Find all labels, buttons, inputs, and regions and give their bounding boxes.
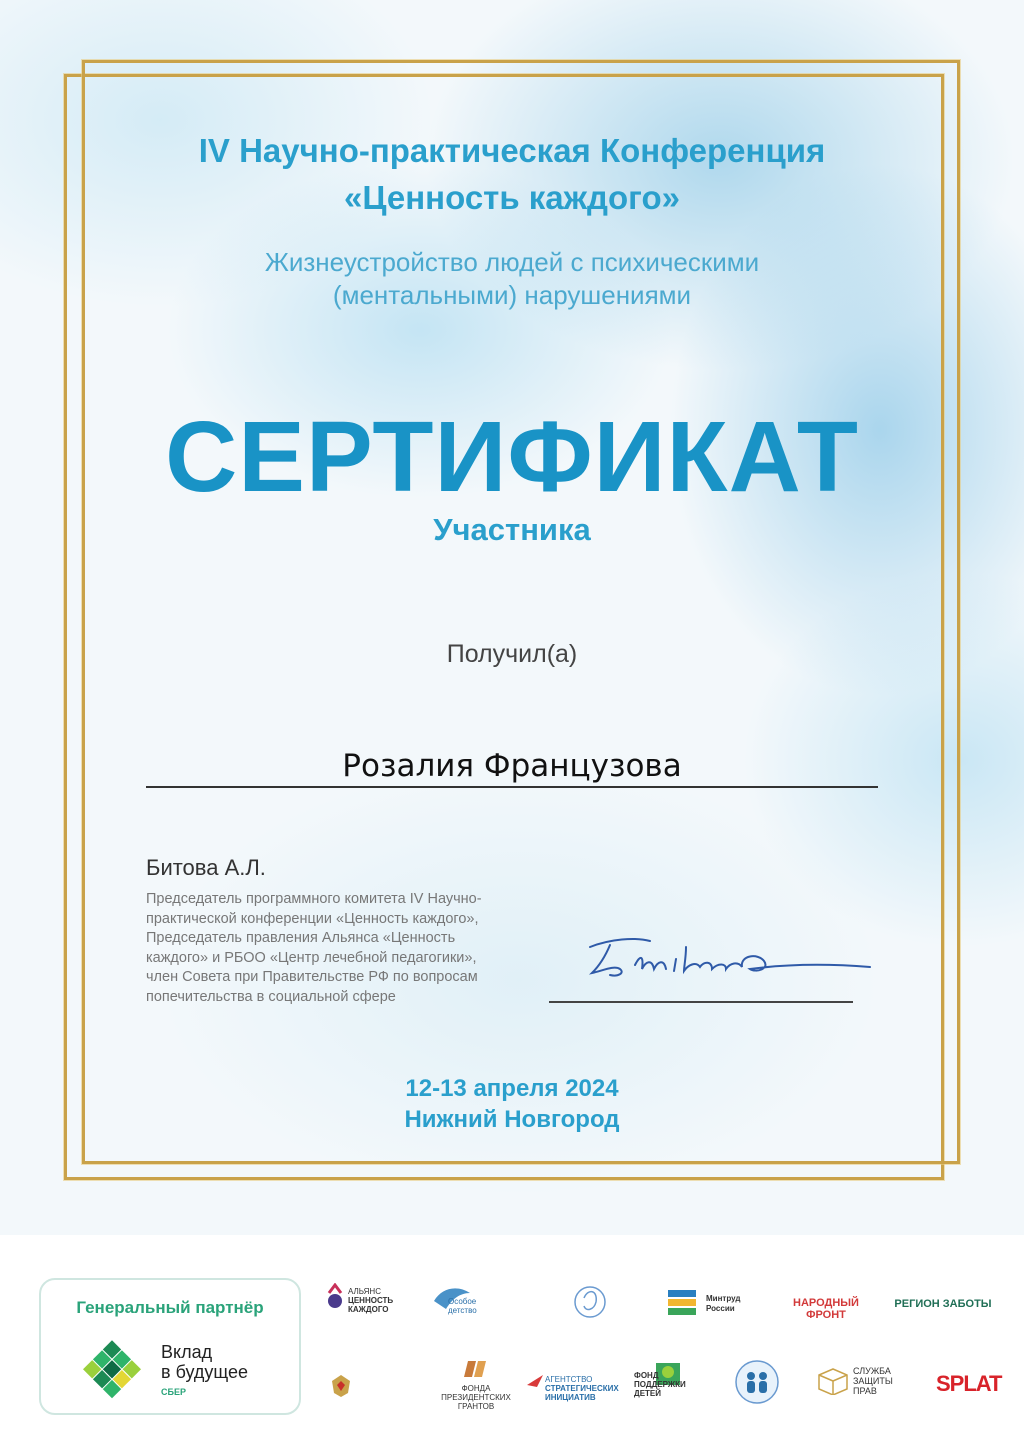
conference-name: «Ценность каждого»: [344, 179, 680, 216]
partner-brand: СБЕР: [161, 1387, 186, 1397]
signer-role: [146, 890, 536, 1007]
conference-title: IV Научно-практическая Конференция: [198, 132, 826, 169]
event-city: Нижний Новгород: [404, 1106, 620, 1133]
signer-role-line: Председатель программного комитета IV Научно-: [146, 891, 482, 907]
conference-subtitle-line-2: (ментальными) нарушениями: [332, 280, 692, 310]
signer-role-line: член Совета при Правительстве РФ по вопросам: [146, 969, 478, 985]
partner-title: Генеральный партнёр: [76, 1298, 264, 1317]
people-circle-icon: [734, 1359, 780, 1405]
received-label: Получил(а): [446, 640, 578, 668]
handwritten-signature: [580, 925, 880, 995]
thistle-icon: [326, 1283, 344, 1313]
partner-name-line-1: Вклад: [161, 1342, 213, 1362]
coat-of-arms-icon: [330, 1373, 352, 1399]
narodny-front-logo: НАРОДНЫЙ ФРОНТ: [793, 1297, 859, 1321]
sber-diamond-logo: [77, 1340, 147, 1400]
osoboe-detstvo-logo: Особое детство: [432, 1283, 522, 1323]
conference-subtitle-line-1: Жизнеустройство людей с психическими: [264, 247, 760, 277]
general-partner-card: [39, 1278, 301, 1415]
mintrud-icon: [668, 1290, 698, 1318]
region-zaboty-logo: РЕГИОН ЗАБОТЫ: [894, 1298, 992, 1310]
arrow-icon: [527, 1373, 543, 1387]
signature-line: [549, 1001, 853, 1003]
partner-name-line-2: в будущее: [161, 1362, 249, 1382]
signer-role-line: попечительства в социальной сфере: [146, 988, 396, 1005]
mintrud-logo: Минтруд России: [668, 1290, 758, 1320]
event-date: 12-13 апреля 2024: [405, 1075, 619, 1102]
recipient-name: Розалия Французова: [342, 748, 682, 784]
box-icon: [817, 1367, 849, 1395]
certificate-heading: СЕРТИФИКАТ: [165, 401, 859, 513]
partners-footer: Генеральный партнёр Вклад в будущее СБЕР АЛЬЯНС ЦЕННОСТЬ КАЖДОГО Особое детство Минтруд России НАРОДНЫЙ ФРОНТ РЕГИОН ЗАБОТЫ ФОНДА ПРЕЗИДЕНТСКИХ ГРАНТОВ АГЕНТСТВО СТРАТЕГИЧЕСКИХ ИНИЦИАТИВ ФОНД ПОДДЕРЖКИ ДЕТЕЙ СЛУЖБА ЗАЩИТЫ ПРАВ SPLAT: [0, 1235, 1024, 1450]
signer-role-line: Председатель правления Альянса «Ценность: [146, 930, 456, 946]
signer-name: Битова А.Л.: [146, 855, 266, 880]
grants-icon: [464, 1359, 488, 1379]
splat-logo: SPLAT: [936, 1371, 1002, 1396]
portrait-emblem-icon: [570, 1280, 610, 1330]
recipient-underline: [146, 786, 878, 788]
signer-role-line: практической конференции «Ценность каждого»,: [146, 910, 479, 927]
certificate-subheading: Участника: [433, 512, 591, 547]
signer-role-line: каждого» и РБОО «Центр лечебной педагогики»,: [146, 949, 477, 966]
presidential-grants-logo: ФОНДА ПРЕЗИДЕНТСКИХ ГРАНТОВ: [436, 1359, 516, 1411]
